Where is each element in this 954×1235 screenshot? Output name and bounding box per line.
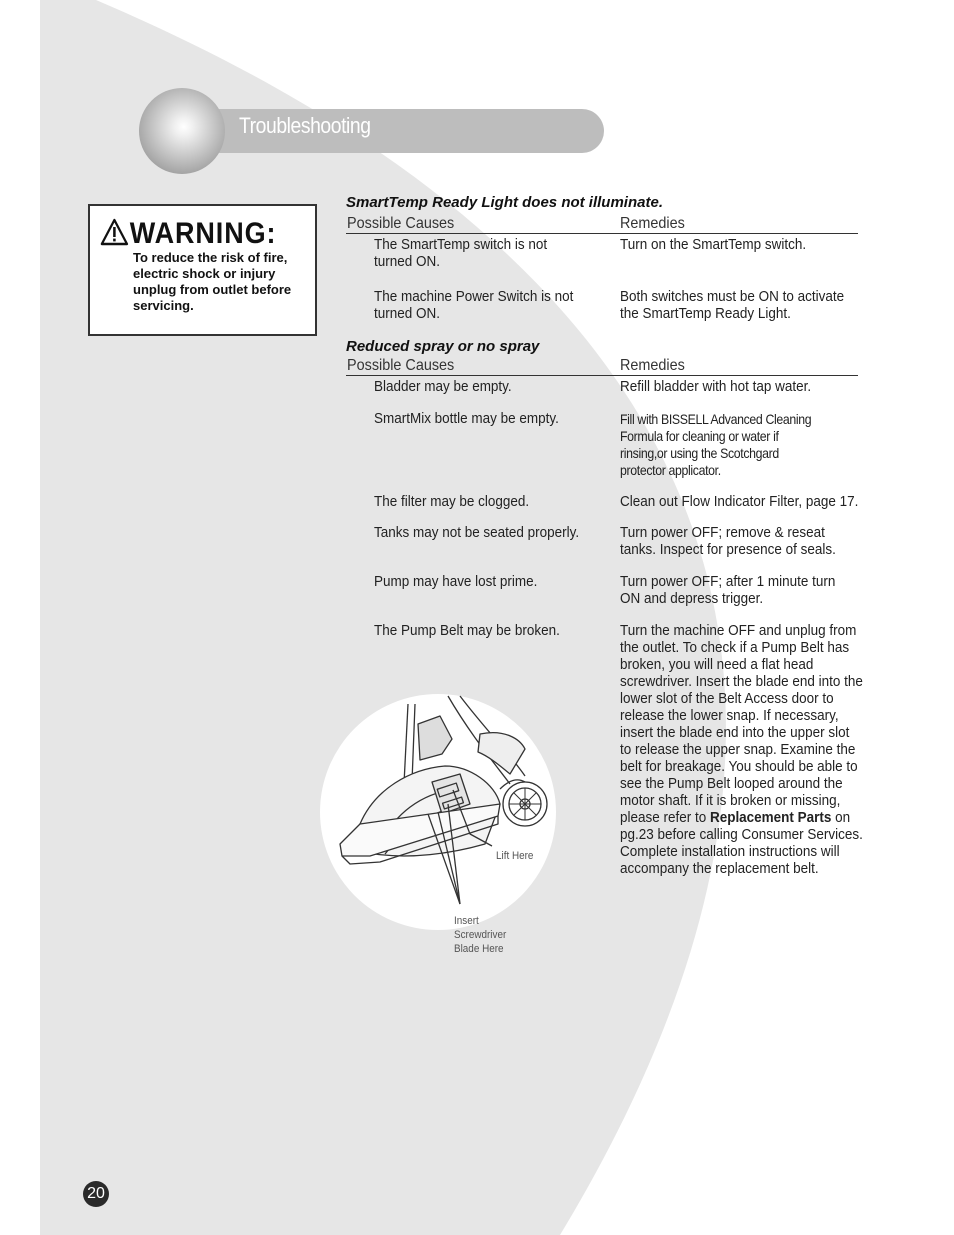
cause-text: Tanks may not be seated properly. bbox=[374, 525, 580, 541]
column-head-remedies: Remedies bbox=[620, 357, 685, 374]
callout-lift-here: Lift Here bbox=[496, 850, 534, 862]
warning-box bbox=[88, 204, 317, 336]
remedy-text: Both switches must be ON to activate the SmartTemp Ready Light. bbox=[620, 289, 845, 322]
warning-title: WARNING: bbox=[129, 217, 277, 250]
cause-text: Bladder may be empty. bbox=[374, 379, 512, 395]
remedy-text: Turn power OFF; remove & reseat tanks. Inspect for presence of seals. bbox=[620, 525, 836, 558]
remedy-text-part: Turn the machine OFF and unplug from the outlet. To check if a Pump Belt has broken, you will need a flat head screwdriver. Insert the blade end into the lower slot of the Belt Access door to release the lower snap. If necessary, insert the blade end into the upper slot to release the upper snap. Examine the belt for breakage. You should be able to see the Pump Belt looped around the motor shaft. If it is broken or missing, please refer to bbox=[620, 623, 863, 826]
cause-text: SmartMix bottle may be empty. bbox=[374, 411, 559, 427]
section-title-reduced-spray: Reduced spray or no spray bbox=[346, 338, 540, 355]
remedy-text-part: on pg.23 before calling Consumer Services. Complete installation instructions will accompany the replacement belt. bbox=[620, 810, 863, 877]
column-head-remedies: Remedies bbox=[620, 215, 685, 232]
remedy-text: Fill with BISSELL Advanced Cleaning Formula for cleaning or water if rinsing,or using the Scotchgard protector applicator. bbox=[620, 411, 812, 478]
cause-text: The filter may be clogged. bbox=[374, 494, 530, 510]
warning-text: To reduce the risk of fire, electric shock or injury unplug from outlet before servicing. bbox=[133, 250, 292, 313]
cause-text: The Pump Belt may be broken. bbox=[374, 623, 560, 639]
cause-text: The machine Power Switch is not turned ON. bbox=[374, 289, 574, 322]
remedy-text-pump-belt bbox=[620, 623, 864, 878]
cause-text: The SmartTemp switch is not turned ON. bbox=[374, 237, 548, 270]
header-sphere bbox=[139, 88, 225, 174]
section-title-smarttemp: SmartTemp Ready Light does not illuminate. bbox=[346, 194, 663, 211]
remedy-text: Turn on the SmartTemp switch. bbox=[620, 237, 807, 253]
column-head-causes: Possible Causes bbox=[347, 357, 455, 374]
replacement-parts-reference: Replacement Parts bbox=[709, 810, 832, 826]
cause-text: Pump may have lost prime. bbox=[374, 574, 538, 590]
warning-triangle-icon bbox=[100, 218, 129, 246]
header-rule bbox=[346, 233, 858, 234]
page-number: 20 bbox=[83, 1181, 109, 1207]
remedy-text: Refill bladder with hot tap water. bbox=[620, 379, 812, 395]
remedy-text: Turn power OFF; after 1 minute turn ON and depress trigger. bbox=[620, 574, 836, 607]
remedy-text: Clean out Flow Indicator Filter, page 17. bbox=[620, 494, 859, 510]
warning-heading bbox=[100, 216, 276, 252]
page-title: Troubleshooting bbox=[239, 113, 371, 138]
header-rule bbox=[346, 375, 858, 376]
column-head-causes: Possible Causes bbox=[347, 215, 455, 232]
callout-insert-screwdriver: Insert Screwdriver Blade Here bbox=[454, 915, 507, 955]
pump-belt-illustration bbox=[320, 694, 570, 964]
